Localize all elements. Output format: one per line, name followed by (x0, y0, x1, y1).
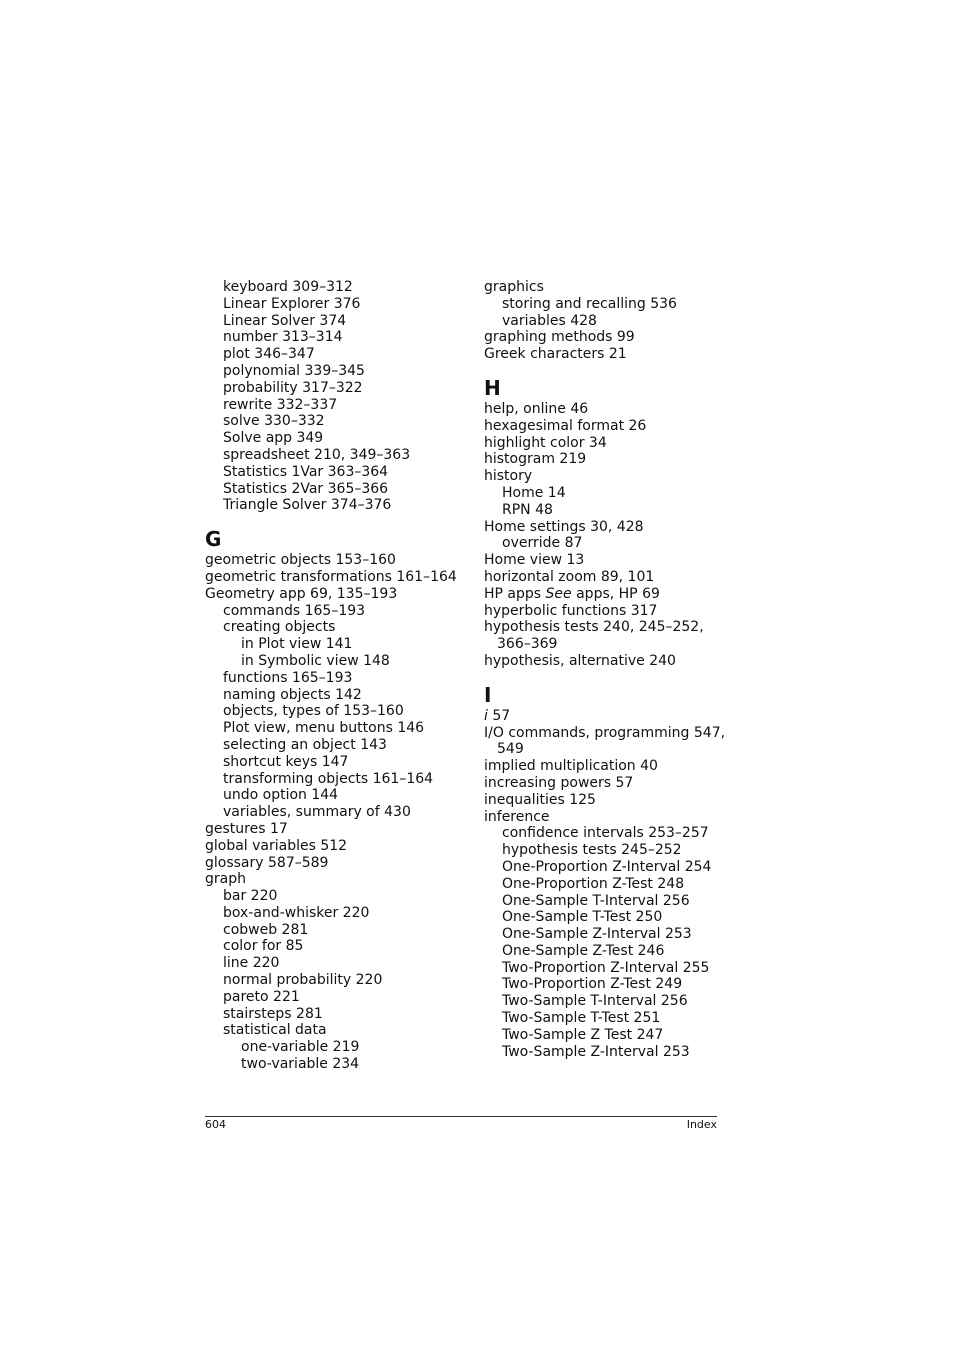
index-entry: horizontal zoom 89, 101 (484, 568, 655, 585)
index-entry: selecting an object 143 (223, 736, 387, 753)
index-entry: statistical data (223, 1022, 327, 1039)
index-entry: Home view 13 (484, 552, 585, 569)
index-entry: keyboard 309–312 (223, 279, 353, 295)
index-entry: graphics (484, 279, 544, 295)
index-entry: pareto 221 (223, 988, 300, 1005)
index-entry: override 87 (502, 535, 583, 552)
index-entry: Plot view, menu buttons 146 (223, 720, 425, 737)
index-entry: help, online 46 (484, 400, 589, 417)
index-entry: stairsteps 281 (223, 1005, 323, 1022)
index-entry: gestures 17 (205, 820, 288, 837)
index-entry: RPN 48 (502, 501, 553, 518)
index-entry: One-Proportion Z-Test 248 (502, 875, 685, 892)
index-entry: number 313–314 (223, 329, 343, 346)
index-entry: rewrite 332–337 (223, 396, 338, 413)
index-entry: Geometry app 69, 135–193 (205, 585, 398, 602)
index-entry: Statistics 1Var 363–364 (223, 463, 389, 480)
index-entry: increasing powers 57 (484, 774, 634, 791)
index-entry: Triangle Solver 374–376 (223, 497, 392, 514)
index-entry: Two-Sample T-Interval 256 (502, 993, 688, 1010)
index-entry: geometric objects 153–160 (205, 552, 396, 569)
index-entry: plot 346–347 (223, 346, 315, 363)
index-entry: box-and-whisker 220 (223, 904, 370, 921)
index-entry: Two-Proportion Z-Test 249 (502, 976, 683, 993)
index-entry-text: HP apps (484, 585, 546, 602)
index-entry: color for 85 (223, 938, 304, 955)
index-column-left (205, 279, 460, 1073)
index-entry: normal probability 220 (223, 972, 383, 989)
index-entry: global variables 512 (205, 837, 348, 854)
index-entry: Greek characters 21 (484, 346, 627, 363)
index-entry: Home settings 30, 428 (484, 518, 644, 535)
footer-rule (205, 1116, 717, 1117)
index-entry: creating objects (223, 619, 336, 636)
index-entry: bar 220 (223, 888, 278, 905)
index-entry: polynomial 339–345 (223, 362, 365, 379)
index-entry: graph (205, 871, 246, 888)
index-entry (484, 586, 724, 603)
index-entry: transforming objects 161–164 (223, 770, 434, 787)
index-entry: glossary 587–589 (205, 854, 329, 871)
index-entry: hexagesimal format 26 (484, 417, 647, 434)
index-entry: functions 165–193 (223, 669, 353, 686)
index-entry: histogram 219 (484, 451, 587, 468)
index-entry: confidence intervals 253–257 (502, 825, 709, 842)
index-entry: highlight color 34 (484, 434, 607, 451)
index-entry: naming objects 142 (223, 686, 362, 703)
index-entry: line 220 (223, 955, 280, 972)
index-entry: spreadsheet 210, 349–363 (223, 446, 411, 463)
index-entry: inference (484, 808, 550, 825)
index-entry: Two-Sample Z Test 247 (502, 1026, 664, 1043)
index-entry: I/O commands, programming 547, (484, 724, 726, 741)
index-section-letter: G (205, 527, 222, 552)
index-entry: Two-Proportion Z-Interval 255 (502, 959, 710, 976)
index-entry: hypothesis tests 240, 245–252, (484, 619, 704, 636)
index-entry: in Plot view 141 (241, 636, 353, 653)
index-entry: hypothesis, alternative 240 (484, 652, 676, 669)
index-entry: One-Proportion Z-Interval 254 (502, 858, 712, 875)
index-entry: in Symbolic view 148 (241, 652, 390, 669)
index-entry: inequalities 125 (484, 791, 596, 808)
index-entry: One-Sample T-Test 250 (502, 909, 663, 926)
index-entry: hypothesis tests 245–252 (502, 842, 682, 859)
index-entry: undo option 144 (223, 787, 339, 804)
index-entry: Linear Explorer 376 (223, 295, 361, 312)
index-entry: hyperbolic functions 317 (484, 602, 658, 619)
index-entry-italic: See (545, 585, 572, 602)
index-entry: history (484, 468, 533, 485)
index-section-letter: I (484, 682, 492, 707)
index-entry: storing and recalling 536 (502, 295, 677, 312)
index-entry: objects, types of 153–160 (223, 703, 404, 720)
index-entry-rest: apps, HP 69 (571, 585, 660, 602)
index-entry: One-Sample Z-Interval 253 (502, 926, 692, 943)
index-entry: geometric transformations 161–164 (205, 568, 457, 585)
index-entry: variables, summary of 430 (223, 804, 411, 821)
index-entry: two-variable 234 (241, 1056, 360, 1073)
footer-section-title: Index (686, 1118, 717, 1131)
index-entry: One-Sample Z-Test 246 (502, 942, 665, 959)
index-entry-italic: i (484, 707, 488, 724)
index-entry: Statistics 2Var 365–366 (223, 480, 389, 497)
index-entry: 366–369 (497, 636, 558, 653)
index-entry: 549 (497, 741, 524, 758)
index-entry: commands 165–193 (223, 602, 366, 619)
index-entry: One-Sample T-Interval 256 (502, 892, 690, 909)
index-entry: Solve app 349 (223, 430, 324, 447)
index-entry: cobweb 281 (223, 921, 309, 938)
index-entry: Linear Solver 374 (223, 312, 347, 329)
index-entry: Two-Sample Z-Interval 253 (502, 1043, 690, 1060)
index-entry: solve 330–332 (223, 413, 325, 430)
index-column-right (484, 279, 724, 1060)
index-entry-rest: 57 (487, 707, 511, 724)
index-entry: graphing methods 99 (484, 329, 635, 346)
footer-page-number: 604 (205, 1118, 226, 1131)
index-section-letter: H (484, 375, 501, 400)
index-entry: probability 317–322 (223, 379, 363, 396)
index-entry: Two-Sample T-Test 251 (502, 1010, 661, 1027)
index-entry: shortcut keys 147 (223, 753, 349, 770)
index-entry: variables 428 (502, 312, 597, 329)
index-entry: Home 14 (502, 484, 566, 501)
index-entry: implied multiplication 40 (484, 758, 658, 775)
index-entry (484, 708, 724, 725)
index-entry: one-variable 219 (241, 1039, 360, 1056)
